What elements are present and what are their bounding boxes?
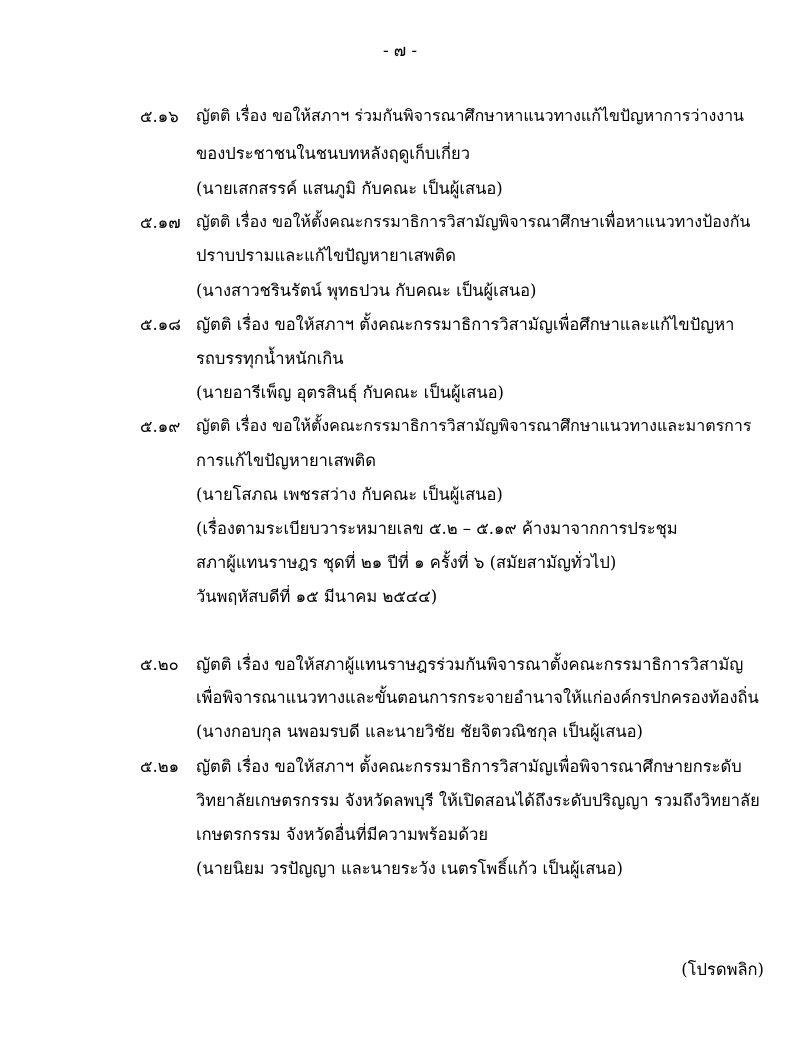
item-title-line: ญัตติ เรื่อง ขอให้สภาฯ ตั้งคณะกรรมาธิการวิสามัญเพื่อศึกษาและแก้ไขปัญหา — [196, 315, 735, 334]
item-title-line: ญัตติ เรื่อง ขอให้ตั้งคณะกรรมาธิการวิสามัญพิจารณาศึกษาแนวทางและมาตรการ — [196, 416, 752, 435]
item-title-line: เพื่อพิจารณาแนวทางและขั้นตอนการกระจายอำนาจให้แก่องค์กรปกครองท้องถิ่น — [196, 688, 759, 707]
item-title-line: ญัตติ เรื่อง ขอให้สภาฯ ร่วมกันพิจารณาศึกษาหาแนวทางแก้ไขปัญหาการว่างงาน — [196, 106, 744, 125]
item-title-line: ปราบปรามและแก้ไขปัญหายาเสพติด — [196, 246, 456, 265]
item-proposer: (นายโสภณ เพชรสว่าง กับคณะ เป็นผู้เสนอ) — [196, 485, 503, 504]
item-number: ๕.๒๑ — [140, 757, 180, 776]
item-note-line: วันพฤหัสบดีที่ ๑๕ มีนาคม ๒๕๔๔) — [196, 587, 438, 606]
item-proposer: (นางกอบกุล นพอมรบดี และนายวิชัย ชัยจิตวณิชกุล เป็นผู้เสนอ) — [196, 722, 643, 741]
turn-page-note: (โปรดพลิก) — [681, 960, 764, 979]
item-title-line: เกษตรกรรม จังหวัดอื่นที่มีความพร้อมด้วย — [196, 825, 489, 844]
page-number: - ๗ - — [382, 41, 418, 60]
item-number: ๕.๒๐ — [140, 655, 179, 674]
item-note-line: (เรื่องตามระเบียบวาระหมายเลข ๕.๒ – ๕.๑๙ ค้างมาจากการประชุม — [196, 519, 678, 538]
item-proposer: (นายอารีเพ็ญ อุตรสินธุ์ กับคณะ เป็นผู้เสนอ) — [196, 383, 504, 402]
item-title-line: ญัตติ เรื่อง ขอให้สภาผู้แทนราษฎรร่วมกันพิจารณาตั้งคณะกรรมาธิการวิสามัญ — [196, 655, 744, 674]
item-title-line: การแก้ไขปัญหายาเสพติด — [196, 451, 376, 470]
item-number: ๕.๑๘ — [140, 315, 181, 334]
item-number: ๕.๑๙ — [140, 417, 181, 436]
item-proposer: (นางสาวชรินรัตน์ พุทธปวน กับคณะ เป็นผู้เสนอ) — [196, 281, 537, 300]
item-proposer: (นายเสกสรรค์ แสนภูมิ กับคณะ เป็นผู้เสนอ) — [196, 179, 503, 198]
item-number: ๕.๑๖ — [140, 107, 179, 126]
item-title-line: ของประชาชนในชนบทหลังฤดูเก็บเกี่ยว — [196, 144, 470, 163]
item-note-line: สภาผู้แทนราษฎร ชุดที่ ๒๑ ปีที่ ๑ ครั้งที่ ๖ (สมัยสามัญทั่วไป) — [196, 553, 617, 572]
item-title-line: วิทยาลัยเกษตรกรรม จังหวัดลพบุรี ให้เปิดสอนได้ถึงระดับปริญญา รวมถึงวิทยาลัย — [196, 791, 760, 810]
item-number: ๕.๑๗ — [140, 213, 181, 232]
item-title-line: ญัตติ เรื่อง ขอให้ตั้งคณะกรรมาธิการวิสามัญพิจารณาศึกษาเพื่อหาแนวทางป้องกัน — [196, 212, 751, 231]
item-title-line: ญัตติ เรื่อง ขอให้สภาฯ ตั้งคณะกรรมาธิการวิสามัญเพื่อพิจารณาศึกษายกระดับ — [196, 757, 742, 776]
item-title-line: รถบรรทุกน้ำหนักเกิน — [196, 349, 344, 368]
item-proposer: (นายนิยม วรปัญญา และนายระวัง เนตรโพธิ์แก้ว เป็นผู้เสนอ) — [196, 859, 623, 878]
